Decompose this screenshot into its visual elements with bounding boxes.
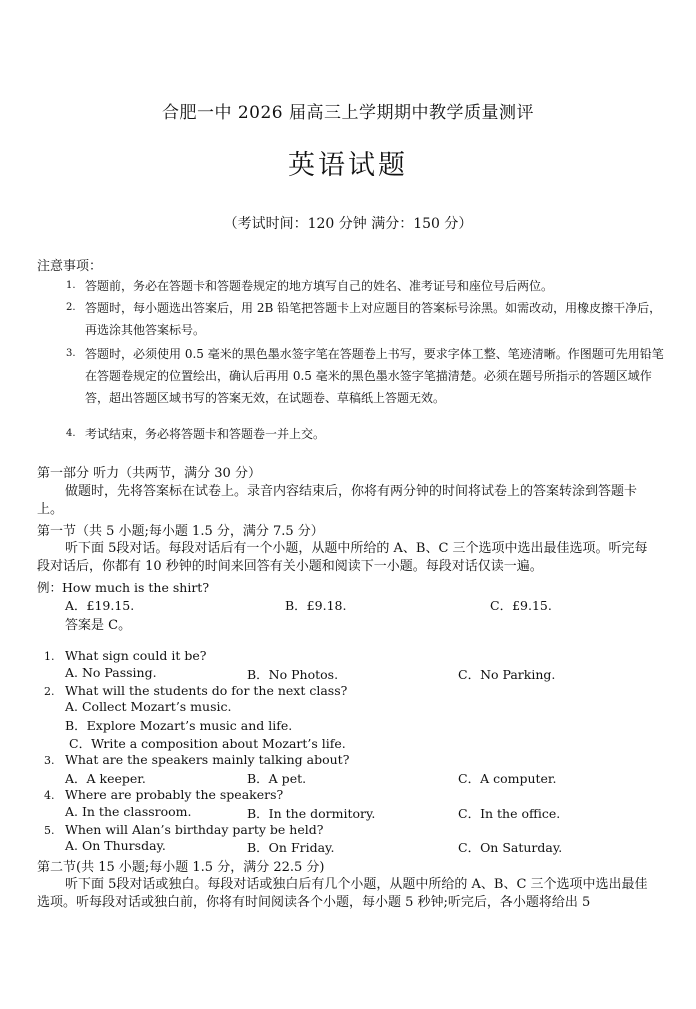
- option-a: A. In the classroom.: [65, 804, 192, 819]
- example-option-a: A．£19.15.: [65, 598, 135, 613]
- section2-instructions: 听下面 5段对话或独白。每段对话或独白后有几个小题，从题中所给的 A、B、C 三个选项中选出最佳选项。听每段对话或独白前，你将有时间阅读各个小题，每小题 5 秒钟;听完后，各小题将给出 5: [37, 877, 648, 910]
- note-item: [66, 343, 666, 409]
- option-b: B．On Friday.: [247, 840, 335, 855]
- note-number: 2.: [66, 302, 76, 313]
- option-a: A. Collect Mozart’s music.: [65, 699, 232, 714]
- question-number: 2.: [44, 685, 55, 698]
- option-b: B．Explore Mozart’s music and life.: [65, 718, 293, 733]
- question-text: What will the students do for the next class?: [65, 683, 348, 698]
- note-text: 答题时，必须使用 0.5 毫米的黑色墨水签字笔在答题卷上书写，要求字体工整、笔迹清晰。作图题可先用铅笔在答题卷规定的位置绘出，确认后再用 0.5 毫米的黑色墨水签字笔描清楚。必须在题号所指示的答题区域作答，超出答题区域书写的答案无效，在试题卷、草稿纸上答题无效。: [85, 347, 664, 405]
- example-question: 例：How much is the shirt?: [37, 580, 210, 595]
- note-number: 4.: [66, 428, 76, 439]
- section2-title: 第二节(共 15 小题;每小题 1.5 分，满分 22.5 分): [37, 860, 325, 875]
- part1-intro: 做题时，先将答案标在试卷上。录音内容结束后，你将有两分钟的时间将试卷上的答案转涂到答题卡上。: [37, 484, 638, 517]
- note-item: [66, 275, 666, 297]
- option-b: B．A pet.: [247, 771, 307, 786]
- question-number: 3.: [44, 754, 55, 767]
- option-c: C．Write a composition about Mozart’s life.: [69, 736, 346, 751]
- question-text: What sign could it be?: [65, 648, 207, 663]
- note-item: [66, 423, 666, 445]
- question-number: 4.: [44, 789, 55, 802]
- question-text: What are the speakers mainly talking about?: [65, 752, 350, 767]
- option-a: A. No Passing.: [65, 665, 157, 680]
- option-c: C．In the office.: [458, 806, 561, 821]
- section1-instructions: 听下面 5段对话。每段对话后有一个小题，从题中所给的 A、B、C 三个选项中选出最佳选项。听完每段对话后，你都有 10 秒钟的时间来回答有关小题和阅读下一小题。每段对话仅读一遍。: [37, 541, 648, 574]
- option-a: A．A keeper.: [65, 771, 146, 786]
- option-b: B．In the dormitory.: [247, 806, 376, 821]
- example-option-b: B．£9.18.: [285, 598, 347, 613]
- exam-header-title: 合肥一中 2026 届高三上学期期中教学质量测评: [161, 103, 535, 123]
- option-a: A. On Thursday.: [65, 838, 166, 853]
- note-number: 3.: [66, 348, 76, 359]
- note-item: [66, 297, 666, 341]
- question-text: Where are probably the speakers?: [65, 787, 284, 802]
- note-text: 答题前，务必在答题卡和答题卷规定的地方填写自己的姓名、准考证号和座位号后两位。: [85, 279, 554, 293]
- question-number: 5.: [44, 824, 55, 837]
- exam-time-info: （考试时间：120 分钟 满分：150 分）: [223, 216, 473, 232]
- option-c: C．On Saturday.: [458, 840, 563, 855]
- note-text: 考试结束，务必将答题卡和答题卷一并上交。: [85, 427, 326, 441]
- note-number: 1.: [66, 280, 76, 291]
- question-text: When will Alan’s birthday party be held?: [65, 822, 324, 837]
- part1-title: 第一部分 听力（共两节，满分 30 分）: [37, 466, 261, 481]
- note-text: 答题时，每小题选出答案后，用 2B 铅笔把答题卡上对应题目的答案标号涂黑。如需改动，用橡皮擦干净后，再选涂其他答案标号。: [85, 301, 662, 337]
- subject-title: 英语试题: [288, 150, 408, 181]
- example-answer: 答案是 C。: [65, 618, 132, 633]
- example-option-c: C．£9.15.: [490, 598, 552, 613]
- section1-title: 第一节（共 5 小题;每小题 1.5 分，满分 7.5 分）: [37, 524, 324, 539]
- option-c: C．No Parking.: [458, 667, 556, 682]
- notes-label: 注意事项：: [37, 259, 103, 274]
- option-c: C．A computer.: [458, 771, 557, 786]
- option-b: B．No Photos.: [247, 667, 339, 682]
- question-number: 1.: [44, 650, 55, 663]
